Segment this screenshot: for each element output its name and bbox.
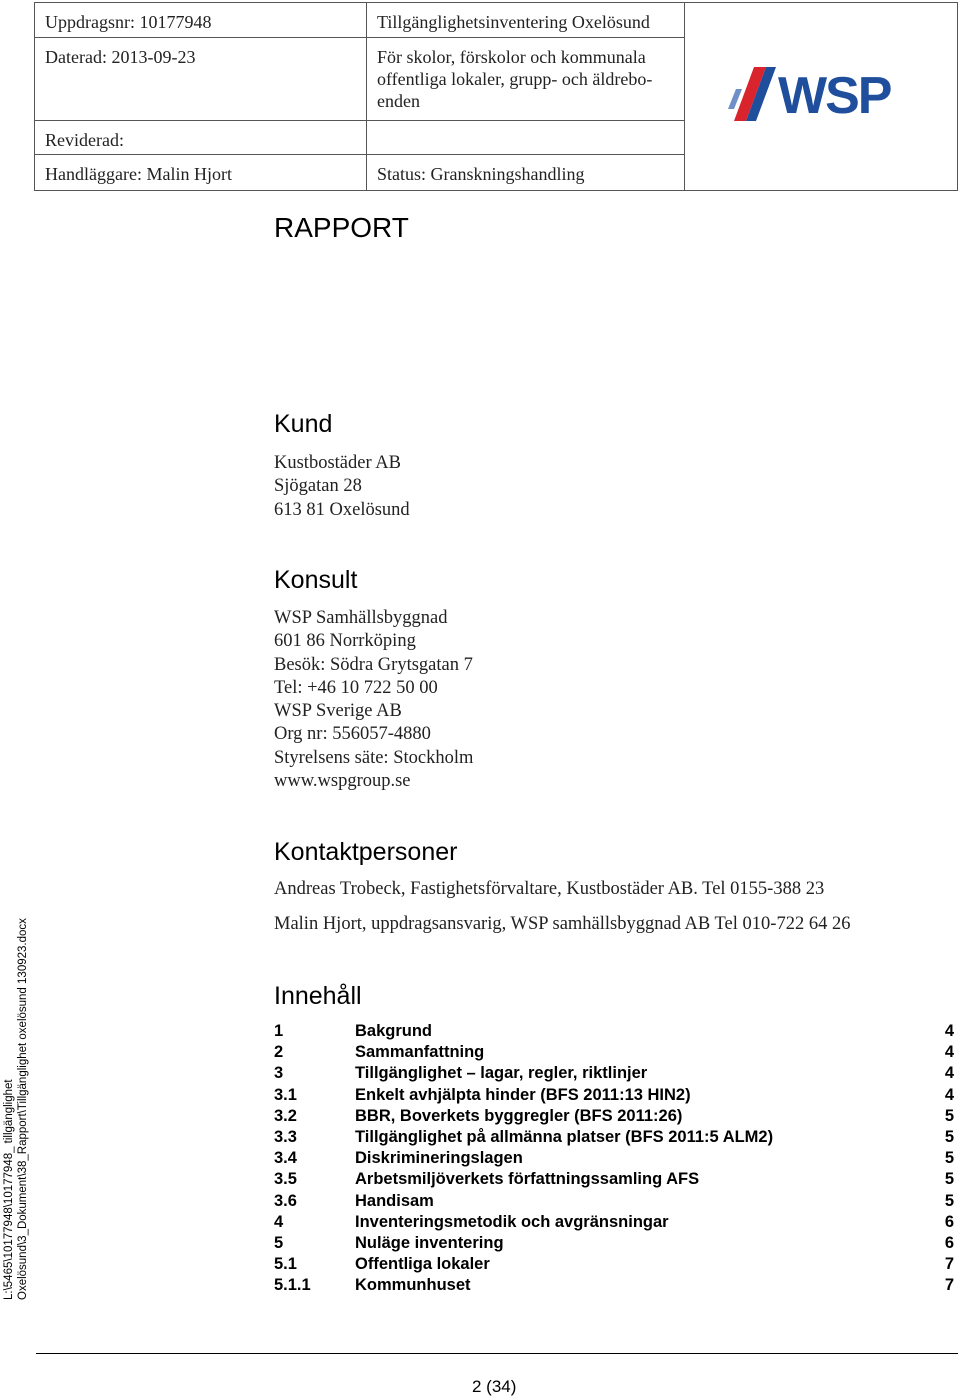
toc-page: 7 xyxy=(944,1255,954,1274)
toc-heading: Innehåll xyxy=(274,982,362,1010)
consultant-line: WSP Sverige AB xyxy=(274,701,402,722)
page-number: 2 (34) xyxy=(472,1377,517,1396)
toc-title: Nuläge inventering xyxy=(355,1233,504,1252)
consultant-line: WSP Samhällsbyggnad xyxy=(274,608,448,628)
footer-divider xyxy=(36,1353,958,1354)
toc-page: 6 xyxy=(944,1212,954,1231)
toc-row[interactable] xyxy=(274,1085,954,1106)
toc-row[interactable] xyxy=(274,1233,954,1254)
toc-title: Offentliga lokaler xyxy=(355,1255,490,1274)
toc-page: 5 xyxy=(944,1191,954,1210)
toc-page: 6 xyxy=(944,1233,954,1252)
toc-number: 3.4 xyxy=(274,1149,297,1168)
toc-page: 5 xyxy=(944,1106,954,1125)
toc-number: 5.1.1 xyxy=(274,1276,311,1295)
toc-row[interactable] xyxy=(274,1191,954,1212)
toc-number: 1 xyxy=(274,1022,284,1040)
toc-title: Bakgrund xyxy=(355,1022,433,1040)
toc-row[interactable] xyxy=(274,1254,954,1275)
empty-cell xyxy=(367,120,685,154)
table-of-contents xyxy=(274,1021,954,1296)
wsp-logo xyxy=(726,59,916,129)
toc-title: Arbetsmiljöverkets författningssamling AFS xyxy=(355,1170,700,1189)
toc-page: 5 xyxy=(944,1149,954,1168)
toc-number: 3.5 xyxy=(274,1170,297,1189)
customer-line: Sjögatan 28 xyxy=(274,476,362,497)
toc-number: 3 xyxy=(274,1064,284,1083)
toc-number: 3.3 xyxy=(274,1127,297,1146)
file-path-line: Oxelösund\3_Dokument\38_Rapport\Tillgänglighet oxelösund 130923.docx xyxy=(17,918,29,1300)
toc-page: 5 xyxy=(944,1170,954,1189)
toc-title: Handisam xyxy=(355,1191,434,1210)
logo-cell xyxy=(685,3,958,191)
toc-page: 4 xyxy=(944,1043,954,1062)
handler: Handläggare: Malin Hjort xyxy=(35,154,367,190)
toc-number: 5.1 xyxy=(274,1255,297,1274)
toc-page: 7 xyxy=(944,1276,954,1295)
toc-row[interactable] xyxy=(274,1106,954,1127)
consultant-line: Styrelsens säte: Stockholm xyxy=(274,747,474,768)
toc-title: Inventeringsmetodik och avgränsningar xyxy=(355,1212,669,1231)
toc-number: 2 xyxy=(274,1043,284,1062)
toc-number: 3.6 xyxy=(274,1191,297,1210)
logo-text: WSP xyxy=(778,67,891,125)
consultant-line: Tel: +46 10 722 50 00 xyxy=(274,677,438,698)
toc-title: Diskrimineringslagen xyxy=(355,1149,523,1168)
contact-line: Malin Hjort, uppdragsansvarig, WSP samhällsbyggnad AB Tel 010-722 64 26 xyxy=(274,914,851,934)
project-title: Tillgänglighetsinventering Oxelösund xyxy=(367,3,685,38)
toc-title: Sammanfattning xyxy=(355,1043,485,1062)
toc-row[interactable] xyxy=(274,1042,954,1063)
assignment-number: Uppdragsnr: 10177948 xyxy=(35,3,367,38)
consultant-heading: Konsult xyxy=(274,566,358,594)
toc-page: 5 xyxy=(944,1127,954,1146)
consultant-line: Besök: Södra Grytsgatan 7 xyxy=(274,654,473,675)
toc-number: 5 xyxy=(274,1233,284,1252)
toc-row[interactable] xyxy=(274,1127,954,1148)
contacts-heading: Kontaktpersoner xyxy=(274,838,458,866)
project-description: För skolor, förskolor och kommunala offentliga lokaler, grupp- och äldrebo-enden xyxy=(367,38,685,120)
toc-row[interactable] xyxy=(274,1212,954,1233)
document-header-table xyxy=(34,2,958,191)
customer-line: 613 81 Oxelösund xyxy=(274,499,410,520)
consultant-line: Org nr: 556057-4880 xyxy=(274,724,431,745)
status: Status: Granskningshandling xyxy=(367,154,685,190)
customer-address xyxy=(274,452,410,522)
consultant-website: www.wspgroup.se xyxy=(274,771,411,792)
customer-heading: Kund xyxy=(274,410,333,438)
toc-number: 3.1 xyxy=(274,1085,297,1104)
toc-title: Tillgänglighet – lagar, regler, riktlinjer xyxy=(355,1064,648,1083)
consultant-address xyxy=(274,607,473,793)
toc-row[interactable] xyxy=(274,1148,954,1169)
customer-line: Kustbostäder AB xyxy=(274,453,401,473)
toc-page: 4 xyxy=(944,1022,954,1040)
toc-title: Kommunhuset xyxy=(355,1276,471,1295)
consultant-line: 601 86 Norrköping xyxy=(274,631,416,652)
dated: Daterad: 2013-09-23 xyxy=(35,38,367,120)
toc-page: 4 xyxy=(944,1085,954,1104)
toc-title: Enkelt avhjälpta hinder (BFS 2011:13 HIN2) xyxy=(355,1085,691,1104)
toc-page: 4 xyxy=(944,1064,954,1083)
toc-title: BBR, Boverkets byggregler (BFS 2011:26) xyxy=(355,1106,683,1125)
toc-row[interactable] xyxy=(274,1063,954,1084)
toc-title: Tillgänglighet på allmänna platser (BFS 2011:5 ALM2) xyxy=(355,1127,774,1146)
toc-number: 3.2 xyxy=(274,1106,297,1125)
file-path-sidebar xyxy=(2,918,30,1300)
toc-row[interactable] xyxy=(274,1275,954,1296)
toc-number: 4 xyxy=(274,1212,284,1231)
revised: Reviderad: xyxy=(35,120,367,154)
toc-row[interactable] xyxy=(274,1021,954,1042)
contact-line: Andreas Trobeck, Fastighetsförvaltare, Kustbostäder AB. Tel 0155-388 23 xyxy=(274,879,825,899)
file-path-line: L:\5465\10177948\10177948_ tillgänglighet xyxy=(3,1079,15,1300)
report-title: RAPPORT xyxy=(274,212,409,243)
toc-row[interactable] xyxy=(274,1169,954,1190)
